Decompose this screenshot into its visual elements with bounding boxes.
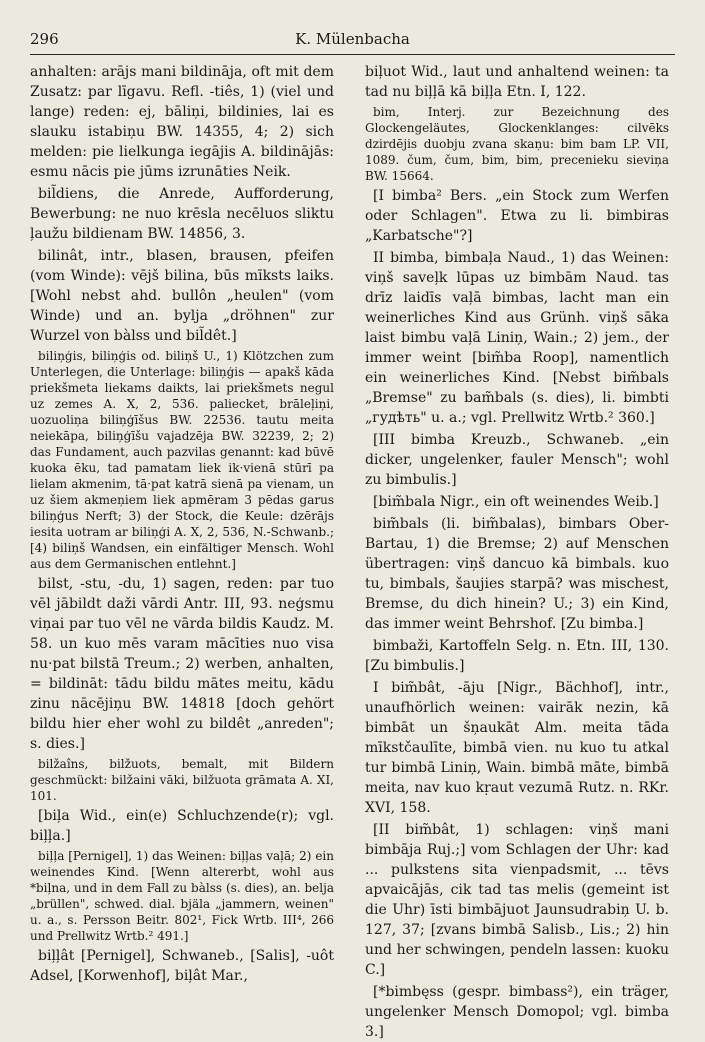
entry-bilst: bilst, -stu, -du, 1) sagen, reden: par tuo vēl jābildt daži vārdi Antr. III, 93. neģsmu viņai par tuo vēl ne vārda bildis Kaudz. M. 58. un kuo mēs varam mācīties nuo visa nu·pat bilstā Treum.; 2) werben, anhalten, = bildināt: tādu bildu mātes meitu, kādu zinu nācējiņu BW. 14818 [doch gehört bildu hier eher wohl zu bildêt „anreden"; s. dies.]: [30, 576, 334, 752]
entry-biluot: biļuot Wid., laut und anhaltend weinen: ta tad nu biļļā kā biļļa Etn. I, 122.: [365, 64, 669, 100]
entry-bimbala: [bim̃bala Nigr., ein oft weinendes Weib.]: [373, 494, 659, 510]
entry-bimba-1: [I bimba² Bers. „ein Stock zum Werfen oder Schlagen". Etwa zu li. bimbiras „Karbatsche"?]: [365, 188, 669, 244]
entry-bimbat-1: I bim̃bât, -āju [Nigr., Bächhof], intr., unaufhörlich weinen: vairāk nezin, kā bimbāt un šņaukāt Alm. meita tāda mīkstčaulīte, bimbā vien. nu kuo tu atkal tur bimbā Liniņ, Wain. bimbā māte, bimbā meita, nav kuo kṛaut vezumā Rutz. n. RKr. XVI, 158.: [365, 680, 669, 816]
entry-bimbals: bim̃bals (li. bim̃balas), bimbars Ober-Bartau, 1) die Bremse; 2) auf Menschen übertragen: viņš dancuo kā bimbals. kuo tu, bimbals, šaujies starpā? was mischest, Bremse, du dich hinein? U.; 3) ein Kind, das immer weint Behrshof. [Zu bimba.]: [365, 516, 669, 632]
running-title: K. Mülenbacha: [295, 30, 410, 48]
entry-bildiens: bil̃diens, die Anrede, Aufforderung, Bewerbung: ne nuo krēsla necēluos sliktu ļaužu bildienam BW. 14856, 3.: [30, 186, 334, 242]
entry-bimbat-2: [II bim̃bât, 1) schlagen: viņš mani bimbāja Ruj.;] vom Schlagen der Uhr: kad ... pulkstens sita vienpadsmit, ... tēvs apvaicājās, cik tad tas melis (gemeint ist die Uhr) īsti bimbājuot Jaunsudrabiņ U. b. 127, 37; [zvans bimbā Salisb., Lis.; 2) hin und her schwingen, pendeln lassen: kuoku C.]: [365, 822, 669, 978]
entry-bilinat: bilinât, intr., blasen, brausen, pfeifen (vom Winde): vējš bilina, būs mīksts laiks. [Wohl nebst ahd. bullôn „heulen" (vom Winde) und an. bylja „dröhnen" zur Wurzel von bàlss und bil̃dêt.]: [30, 248, 334, 344]
entry-bimbazi: bimbaži, Kartoffeln Selg. n. Etn. III, 130. [Zu bimbulis.]: [365, 638, 669, 674]
entry-bilzains: bilžaîns, bilžuots, bemalt, mit Bildern geschmückt: bilžaini vāki, bilžuota grāmata A. XI, 101.: [30, 757, 334, 803]
entry-text: anhalten: arājs mani bildināja, oft mit dem Zusatz: par līgavu. Refl. -tiês, 1) (viel und lange) reden: ej, bāliņi, bildinies, lai es slauku istabiņu BW. 14355, 4; 2) sich melden: pie lielkunga iegājis A. bildinājās: esmu nācis pie jūms izrunāties Neik.: [30, 64, 334, 180]
entry-bimba-2: II bimba, bimbaļa Naud., 1) das Weinen: viņš saveļk lūpas uz bimbām Naud. tas drīz laidīs vaļā bimbas, lacht man ein weinerliches Kind aus Grünh. viņš sāka laist bimbu vaļā Liniņ, Wain.; 2) jem., der immer weint [bim̃ba Roop], namentlich ein weinerliches Kind. [Nebst bim̃bals „Bremse" zu bam̃bals (s. dies), li. bimbti „гудѣть" u. a.; vgl. Prellwitz Wrtb.² 360.]: [365, 250, 669, 426]
entry-bilingis: biliņģis, biliņģis od. biliņš U., 1) Klötzchen zum Unterlegen, die Unterlage: biliņģis — apakš kāda priekšmeta liekams daikts, lai priekšmets negul uz zemes A. X, 2, 536. paliecket, brāleļiņi, uozuoliņa biliņģīšus BW. 22536. tautu meita neiekāpa, biliņģīšu vajadzēja BW. 32239, 2; 2) das Fundament, auch pazvilas genannt: kad būvē kuoka ēku, tad pamatam liek ik·vienā stūrī pa lielam akmenim, tā·pat katrā sienā pa vienam, un uz šiem akmeņiem liek apmēram 3 pēdas garus biliņģus Nerft; 3) der Stock, die Keule: dzērājs iesita uotram ar biliņģi A. X, 2, 536, N.-Schwanb.; [4) biliņš Wandsen, ein einfältiger Mensch. Wohl aus dem Germanischen entlehnt.]: [30, 349, 334, 571]
entry-bimba-3: [III bimba Kreuzb., Schwaneb. „ein dicker, ungelenker, fauler Mensch"; wohl zu bimbulis.]: [365, 432, 669, 488]
entry-bimbess: [*bimbęss (gespr. bimbass²), ein träger, ungelenker Mensch Domopol; vgl. bimba 3.]: [365, 984, 669, 1040]
entry-bila: [biļa Wid., ein(e) Schluchzende(r); vgl. biļļa.]: [30, 808, 334, 844]
entry-bim: bim, Interj. zur Bezeichnung des Glockengeläutes, Glockenklanges: cilvēks dzirdējis duobju zvana skaņu: bim bam LP. VII, 1089. čum, čum, bim, bim, precenieku sieviņa BW. 15664.: [365, 105, 669, 183]
right-column: [365, 62, 669, 1040]
page-header: [30, 30, 675, 55]
entry-billa: biļļa [Pernigel], 1) das Weinen: biļļas vaļā; 2) ein weinendes Kind. [Wenn altererbt, wohl aus *biļna, und in dem Fall zu bàlss (s. dies), an. belja „brüllen", schwed. dial. bjäla „jammern, weinen" u. a., s. Persson Beitr. 802¹, Fick Wrtb. III⁴, 266 und Prellwitz Wrtb.² 491.]: [30, 849, 334, 943]
entry-billat: biļļât [Pernigel], Schwaneb., [Salis], -uôt Adsel, [Korwenhof], biļât Mar.,: [30, 948, 334, 984]
left-column: [30, 62, 334, 982]
page-number: 296: [30, 30, 59, 48]
